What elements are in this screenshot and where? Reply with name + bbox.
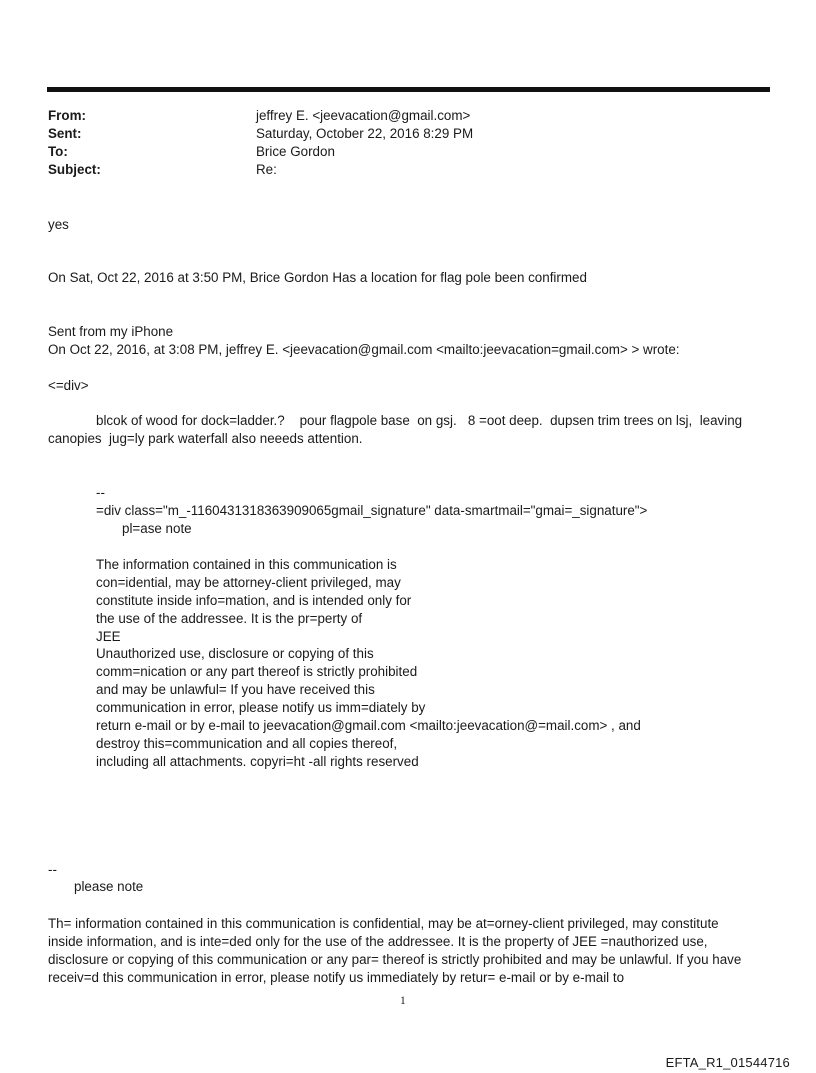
footer-line: disclosure or copying of this communication or any par= thereof is strictly prohibited and may be unlawful. If you have	[48, 952, 742, 967]
page-number: 1	[400, 995, 406, 1007]
signature-line: Unauthorized use, disclosure or copying of this	[96, 646, 374, 662]
quote-intro: On Sat, Oct 22, 2016 at 3:50 PM, Brice Gordon Has a location for flag pole been confirmed	[48, 270, 587, 285]
from-value: jeffrey E. <jeevacation@gmail.com>	[256, 108, 471, 123]
reply-text: yes	[48, 217, 69, 232]
signature-line: including all attachments. copyri=ht -all rights reserved	[96, 753, 419, 769]
div-tag-line: <=div>	[48, 378, 89, 393]
footer-note: please note	[74, 879, 144, 894]
from-label: From:	[48, 108, 86, 123]
footer-disclaimer	[48, 915, 741, 987]
signature-note: pl=ase note	[122, 521, 192, 536]
signature-dashes: --	[96, 485, 105, 500]
to-label: To:	[48, 144, 68, 159]
signature-div-line: =div class="m_-1160431318363909065gmail_signature" data-smartmail="gmai=_signature">	[96, 503, 648, 518]
to-value: Brice Gordon	[256, 144, 335, 159]
signature-line: return e-mail or by e-mail to jeevacation@gmail.com <mailto:jeevacation@=mail.com> , and	[96, 718, 641, 734]
wrote-line: On Oct 22, 2016, at 3:08 PM, jeffrey E. <jeevacation@gmail.com <mailto:jeevacation=gmail.com> > wrote:	[48, 342, 680, 357]
signature-line: and may be unlawful= If you have received this	[96, 682, 375, 698]
sent-label: Sent:	[48, 126, 82, 141]
subject-value: Re:	[256, 162, 277, 177]
message-line-1: blcok of wood for dock=ladder.? pour flagpole base on gsj. 8 =oot deep. dupsen trim trees on lsj, leaving	[96, 413, 743, 428]
header-rule	[47, 87, 770, 92]
signature-disclaimer	[96, 556, 641, 771]
signature-line: con=idential, may be attorney-client privileged, may	[96, 574, 401, 590]
footer-line: receiv=d this communication in error, please notify us immediately by retur= e-mail or by e-mail to	[48, 970, 625, 985]
signature-line: constitute inside info=mation, and is intended only for	[96, 592, 412, 608]
signature-line: communication in error, please notify us imm=diately by	[96, 700, 426, 716]
sent-value: Saturday, October 22, 2016 8:29 PM	[256, 126, 474, 141]
message-line-2: canopies jug=ly park waterfall also neeeds attention.	[48, 431, 363, 446]
bates-number: EFTA_R1_01544716	[665, 1055, 790, 1070]
footer-line: Th= information contained in this communication is confidential, may be at=orney-client privileged, may constitute	[48, 916, 719, 931]
signature-line: comm=nication or any part thereof is strictly prohibited	[96, 664, 418, 680]
signature-line: destroy this=communication and all copies thereof,	[96, 735, 398, 751]
signature-line: The information contained in this communication is	[96, 557, 397, 572]
sent-from-line: Sent from my iPhone	[48, 324, 174, 339]
signature-line: JEE	[96, 628, 121, 644]
footer-dashes: --	[48, 862, 57, 877]
footer-line: inside information, and is inte=ded only for the use of the addressee. It is the property of JEE =nauthorized use,	[48, 934, 708, 949]
signature-line: the use of the addressee. It is the pr=perty of	[96, 610, 363, 626]
subject-label: Subject:	[48, 162, 101, 177]
